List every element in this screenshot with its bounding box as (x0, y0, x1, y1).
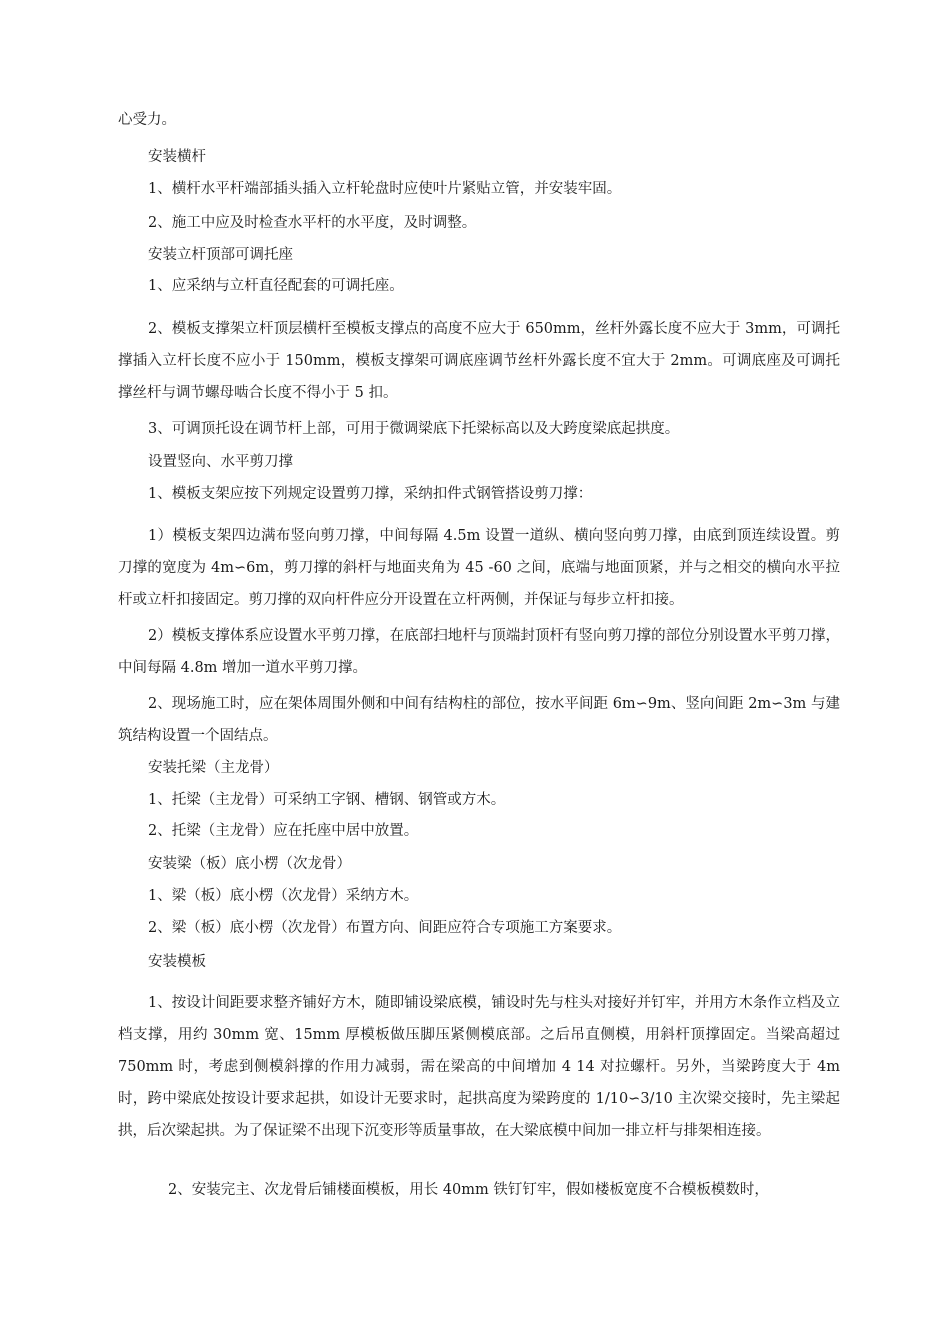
paragraph: 2、模板支撑架立杆顶层横杆至模板支撑点的高度不应大于 650mm，丝杆外露长度不应大于 3mm，可调托撑插入立杆长度不应小于 150mm，模板支撑架可调底座调节丝杆外露长度不宜大于 2mm。可调底座及可调托撑丝杆与调节螺母啮合长度不得小于 5 扣。 (118, 321, 840, 401)
paragraph: 2）模板支撑体系应设置水平剪刀撑，在底部扫地杆与顶端封顶杆有竖向剪刀撑的部位分别设置水平剪刀撑，中间每隔 4.8m 增加一道水平剪刀撑。 (118, 628, 840, 676)
heading-install-secondary-beam: 安装梁（板）底小楞（次龙骨） (148, 856, 351, 872)
paragraph-continuation: 心受力。 (118, 112, 176, 128)
paragraph: 2、托梁（主龙骨）应在托座中居中放置。 (148, 823, 419, 839)
paragraph: 1、按设计间距要求整齐铺好方木，随即铺设梁底模，铺设时先与柱头对接好并钉牢，并用方木条作立档及立档支撑，用约 30mm 宽、15mm 厚模板做压脚压紧侧模底部。之后吊直侧模，用斜杆顶撑固定。当梁高超过 750mm 时，考虑到侧模斜撑的作用力减弱，需在梁高的中间增加 4 14 对拉螺杆。另外，当梁跨度大于 4m 时，跨中梁底处按设计要求起拱，如设计无要求时，起拱高度为梁跨度的 1/10∽3/10 主次梁交接时，先主梁起拱，后次梁起拱。为了保证梁不出现下沉变形等质量事故，在大梁底模中间加一排立杆与排架相连接。 (118, 995, 840, 1139)
paragraph: 1、应采纳与立杆直径配套的可调托座。 (148, 278, 404, 294)
heading-install-main-beam: 安装托梁（主龙骨） (148, 760, 279, 776)
heading-install-adjustable-bracket: 安装立杆顶部可调托座 (148, 247, 293, 263)
heading-install-crossbar: 安装横杆 (148, 149, 206, 165)
paragraph: 2、安装完主、次龙骨后铺楼面模板，用长 40mm 铁钉钉牢，假如楼板宽度不合模板模数时， (168, 1182, 769, 1198)
paragraph: 1、托梁（主龙骨）可采纳工字钢、槽钢、钢管或方木。 (148, 792, 506, 808)
paragraph: 1、梁（板）底小楞（次龙骨）采纳方木。 (148, 888, 419, 904)
paragraph: 1、横杆水平杆端部插头插入立杆轮盘时应使叶片紧贴立管，并安装牢固。 (148, 181, 622, 197)
paragraph: 3、可调顶托设在调节杆上部，可用于微调梁底下托梁标高以及大跨度梁底起拱度。 (148, 421, 680, 437)
paragraph: 1）模板支架四边满布竖向剪刀撑，中间每隔 4.5m 设置一道纵、横向竖向剪刀撑，由底到顶连续设置。剪刀撑的宽度为 4m∽6m，剪刀撑的斜杆与地面夹角为 45 -60 之间，底端与地面顶紧，并与之相交的横向水平拉杆或立杆扣接固定。剪刀撑的双向杆件应分开设置在立杆两侧，并保证与每步立杆扣接。 (118, 528, 840, 608)
paragraph: 1、模板支架应按下列规定设置剪刀撑，采纳扣件式钢管搭设剪刀撑： (148, 486, 593, 502)
heading-scissor-brace: 设置竖向、水平剪刀撑 (148, 454, 293, 470)
heading-install-formwork: 安装模板 (148, 954, 206, 970)
paragraph: 2、施工中应及时检查水平杆的水平度，及时调整。 (148, 215, 477, 231)
paragraph: 2、梁（板）底小楞（次龙骨）布置方向、间距应符合专项施工方案要求。 (148, 920, 622, 936)
paragraph: 2、现场施工时，应在架体周围外侧和中间有结构柱的部位，按水平间距 6m∽9m、竖向间距 2m∽3m 与建筑结构设置一个固结点。 (118, 696, 840, 744)
